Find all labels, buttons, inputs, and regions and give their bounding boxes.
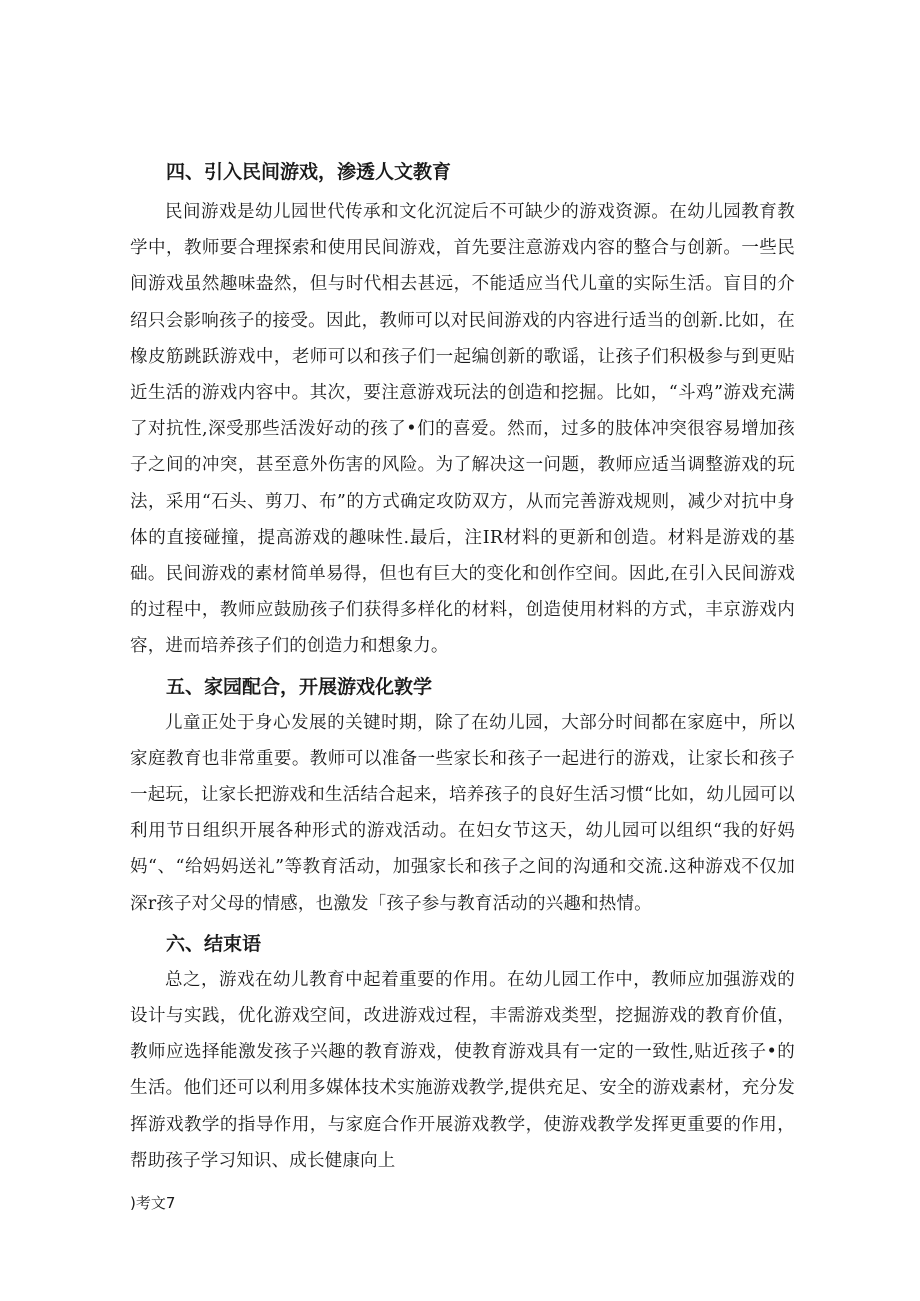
section-paragraph-5: 儿童正处于身心发展的关键时期，除了在幼儿园，大部分时间都在家庭中，所以家庭教育也非常重要。教师可以准备一些家长和孩子一起进行的游戏，让家长和孩子一起玩，让家长把游戏和生活结合起来，培养孩子的良好生活习惯“比如，幼儿园可以利用节日组织开展各种形式的游戏活动。在妇女节这天，幼儿园可以组织“我的好妈妈“、“给妈妈送礼”等教育活动，加强家长和孩子之间的沟通和交流.这种游戏不仅加深r孩子对父母的情感，也激发「孩子参与教育活动的兴趣和热情。	[130, 712, 795, 914]
document-page	[130, 150, 795, 1223]
section-paragraph-4: 民间游戏是幼儿园世代传承和文化沉淀后不可缺少的游戏资源。在幼儿园教育教学中，教师要合理探索和使用民间游戏，首先要注意游戏内容的整合与创新。一些民间游戏虽然趣味盎然，但与时代相去甚远，不能适应当代儿童的实际生活。盲目的介绍只会影响孩子的接受。因此，教师可以对民间游戏的内容进行适当的创新.比如，在橡皮筋跳跃游戏中，老师可以和孩子们一起编创新的歌谣，让孩子们积极参与到更贴近生活的游戏内容中。其次，要注意游戏玩法的创造和挖掘。比如，“斗鸡”游戏充满了对抗性,深受那些活泼好动的孩了•们的喜爱。然而，过多的肢体冲突很容易增加孩子之间的冲突，甚至意外伤害的风险。为了解决这一问题，教师应适当调整游戏的玩法，采用“石头、剪刀、布”的方式确定攻防双方，从而完善游戏规则，减少对抗中身体的直接碰撞，提高游戏的趣味性.最后，注IR材料的更新和创造。材料是游戏的基础。民间游戏的素材简单易得，但也有巨大的变化和创作空间。因此,在引入民间游戏的过程中，教师应鼓励孩子们获得多样化的材料，创造使用材料的方式，丰京游戏内容，进而培养孩子们的创造力和想象力。	[130, 202, 795, 657]
section-paragraph-6: 总之，游戏在幼儿教育中起着重要的作用。在幼儿园工作中，教师应加强游戏的设计与实践，优化游戏空间，改进游戏过程，丰需游戏类型，挖掘游戏的教育价值，教师应选择能激发孩子兴趣的教育游戏，使教育游戏具有一定的一致性,贴近孩子•的生活。他们还可以利用多媒体技术实施游戏教学,提供充足、安全的游戏素材，充分发挥游戏教学的指导作用，与家庭合作开展游戏教学，使游戏教学发挥更重要的作用，帮助孩子学习知识、成长健康向上	[130, 969, 795, 1171]
section-heading-5: 五、家园配合，开展游戏化敦学	[166, 675, 433, 698]
section-heading-4: 四、引入民间游戏，渗透人文教育	[166, 161, 452, 183]
references-label: )考文7	[130, 1194, 176, 1213]
section-heading-6: 六、结束语	[166, 932, 262, 955]
